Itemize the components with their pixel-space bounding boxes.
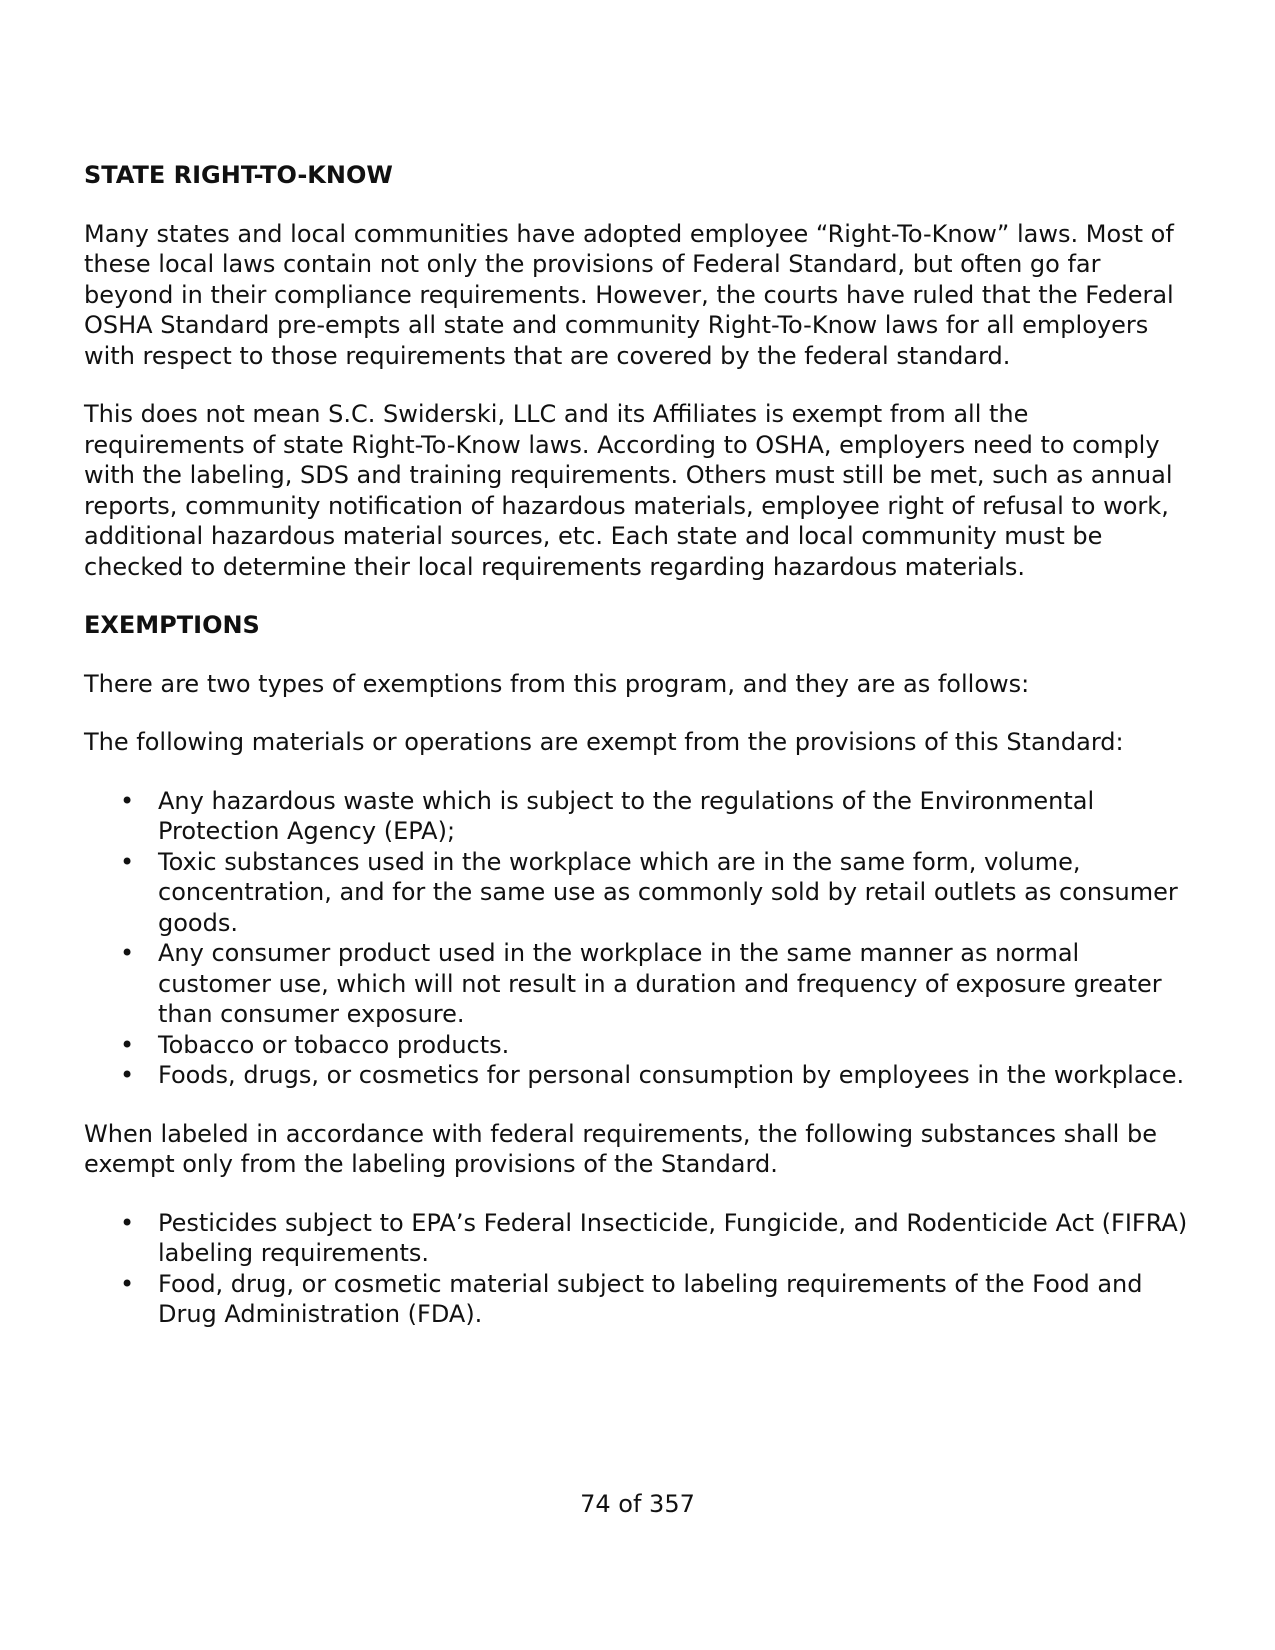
list-item: • Foods, drugs, or cosmetics for personal consumption by employees in the workplace.: [84, 1060, 1194, 1091]
labeling-exempt-list: [84, 1208, 1194, 1330]
list-item: • Any consumer product used in the workplace in the same manner as normal customer use, which will not result in a duration and frequency of exposure greater than consumer exposure.: [84, 938, 1194, 1030]
paragraph-not-exempt: This does not mean S.C. Swiderski, LLC and its Affiliates is exempt from all the requirements of state Right-To-Know laws. According to OSHA, employers need to comply with the labeling, SDS and training requirements. Others must still be met, such as annual reports, community notification of hazardous materials, employee right of refusal to work, additional hazardous material sources, etc. Each state and local community must be checked to determine their local requirements regarding hazardous materials.: [84, 400, 1173, 581]
document-page: [84, 160, 1194, 1358]
list-item: • Any hazardous waste which is subject to the regulations of the Environmental Protection Agency (EPA);: [84, 786, 1194, 847]
section-heading-exemptions: EXEMPTIONS: [84, 611, 260, 639]
paragraph-exempt-materials-intro: The following materials or operations are exempt from the provisions of this Standard:: [84, 728, 1124, 756]
list-item: • Pesticides subject to EPA’s Federal Insecticide, Fungicide, and Rodenticide Act (FIFRA) labeling requirements.: [84, 1208, 1194, 1269]
paragraph-exemption-types: There are two types of exemptions from this program, and they are as follows:: [84, 669, 1030, 698]
list-item: • Tobacco or tobacco products.: [84, 1030, 1194, 1061]
list-item: • Food, drug, or cosmetic material subject to labeling requirements of the Food and Drug Administration (FDA).: [84, 1269, 1194, 1330]
exempt-materials-list: [84, 786, 1194, 1091]
page-number: 74 of 357: [580, 1490, 695, 1518]
paragraph-right-to-know-laws: Many states and local communities have adopted employee “Right-To-Know” laws. Most of these local laws contain not only the provisions of Federal Standard, but often go far beyond in their compliance requirements. However, the courts have ruled that the Federal OSHA Standard pre-empts all state and community Right-To-Know laws for all employers with respect to those requirements that are covered by the federal standard.: [84, 219, 1174, 370]
section-heading-state-right-to-know: STATE RIGHT-TO-KNOW: [84, 161, 393, 189]
paragraph-labeling-exemption-intro: When labeled in accordance with federal requirements, the following substances shall be exempt only from the labeling provisions of the Standard.: [84, 1119, 1157, 1178]
list-item: • Toxic substances used in the workplace which are in the same form, volume, concentration, and for the same use as commonly sold by retail outlets as consumer goods.: [84, 847, 1194, 939]
